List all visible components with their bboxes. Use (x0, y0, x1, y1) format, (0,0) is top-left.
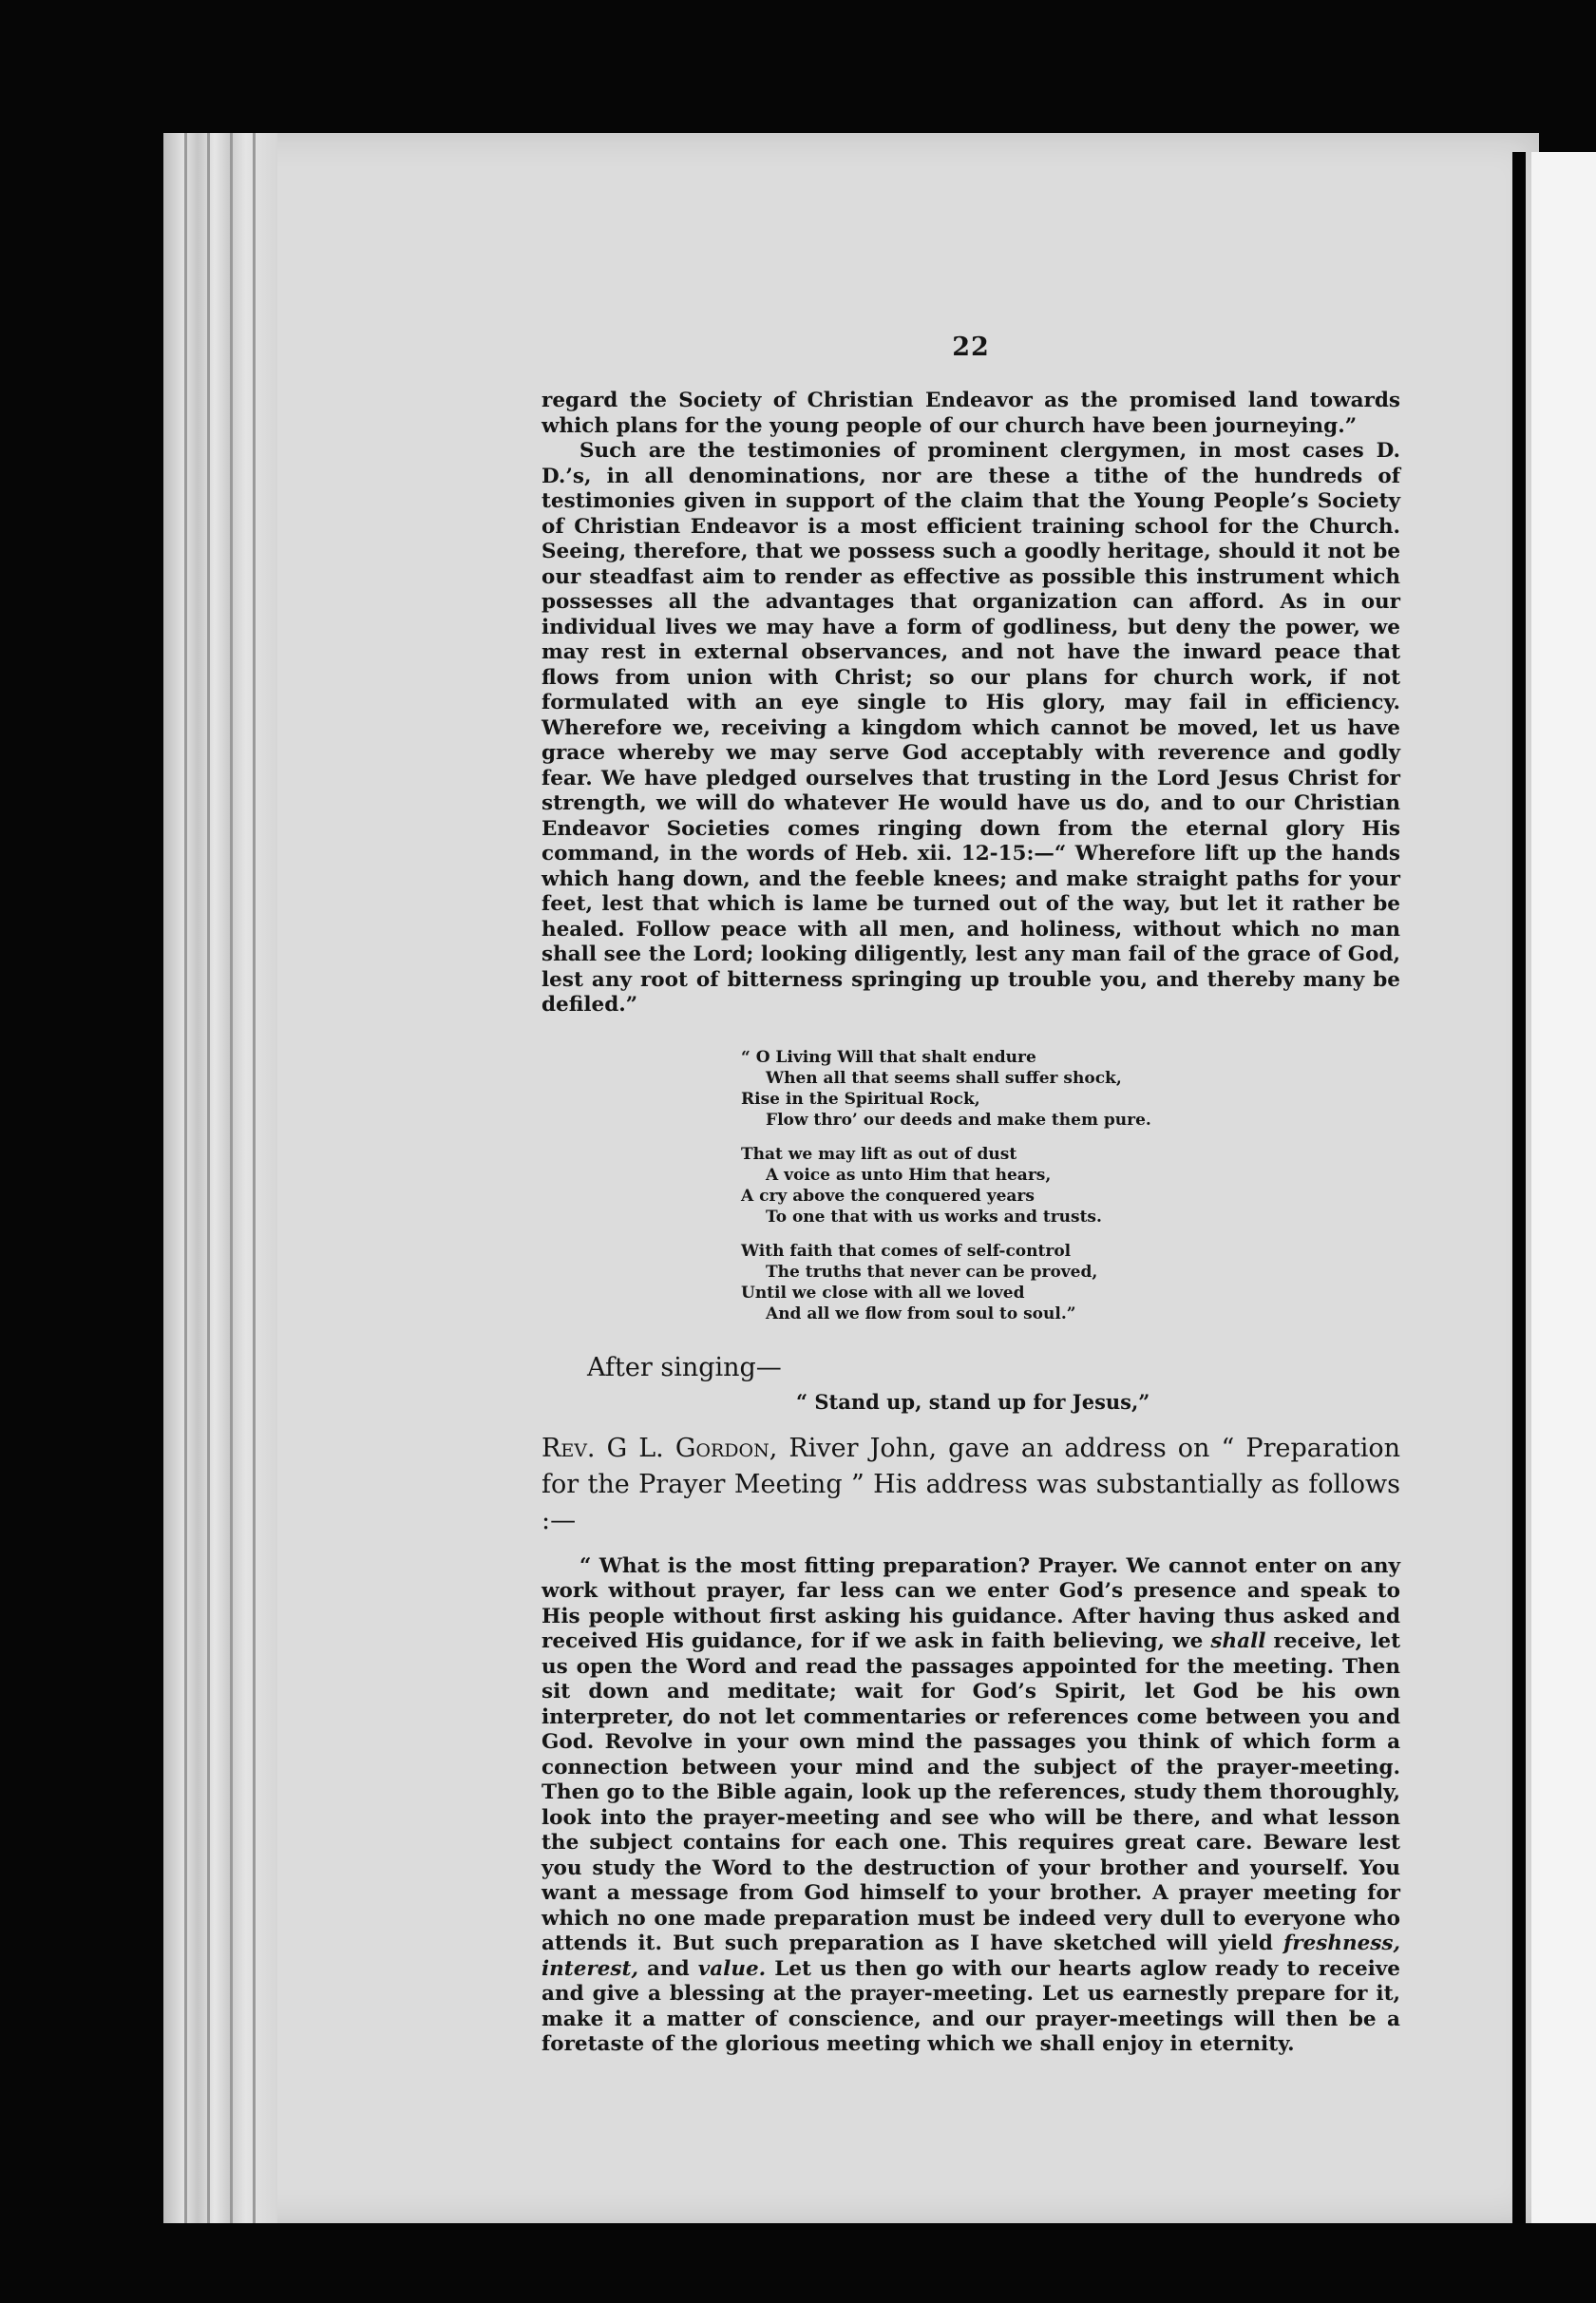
page-edge-stack (163, 133, 277, 2223)
page-text (542, 333, 1400, 2058)
poem-line: And all we flow from soul to soul.” (766, 1304, 1076, 1323)
address-intro-text: River John, gave an address on “ Preparation for the Prayer Meeting ” His address was substantially as follows :— (542, 1433, 1400, 1535)
poem-line: To one that with us works and trusts. (766, 1207, 1102, 1227)
hymn-title: “ Stand up, stand up for Jesus,” (796, 1389, 1150, 1414)
poem-line: When all that seems shall suffer shock, (766, 1068, 1122, 1088)
page-edge-line (253, 133, 256, 2223)
speech-emphasis: shall (1210, 1629, 1266, 1653)
address-text (542, 1554, 1400, 2058)
page-edge-line (207, 133, 210, 2223)
page-edge-line (230, 133, 233, 2223)
address-introduction (542, 1431, 1400, 1539)
poem-stanza (741, 1047, 1400, 1131)
facing-page-margin (1531, 152, 1596, 2223)
facing-page-edge (1512, 152, 1526, 2223)
page-number: 22 (952, 333, 990, 362)
poem-stanza (741, 1241, 1400, 1324)
poem-line: With faith that comes of self-control (741, 1241, 1072, 1261)
poem-line: Until we close with all we loved (741, 1283, 1025, 1303)
poem-line: A voice as unto Him that hears, (766, 1165, 1052, 1185)
speech-emphasis: value. (697, 1956, 767, 1981)
poem (741, 1047, 1400, 1324)
speech-emphasis: freshness, (1283, 1932, 1400, 1955)
poem-stanza (741, 1144, 1400, 1228)
poem-line: The truths that never can be proved, (766, 1262, 1098, 1282)
speech-text: “ What is the most fitting preparation? Prayer. We cannot enter on any work without prayer, far less can we enter God’s presence and speak to His people without first asking his guidance. After having thus asked and received His guidance, for if we ask in faith believing, we (542, 1553, 1400, 1653)
speech-text: receive, let us open the Word and read the passages appointed for the meeting. Then sit down and meditate; wait for God’s Spirit, let God be his own interpreter, do not let commentaries or references come between you and God. Revolve in your own mind the passages you think of which form a connection between your mind and the subject of the prayer-meeting. Then go to the Bible again, look up the references, study them thoroughly, look into the prayer-meeting and see who will be there, and what lesson the subject contains for each one. This requires great care. Beware lest you study the Word to the destruction of your brother and yourself. You want a message from God himself to your brother. A prayer meeting for which no one made preparation must be indeed very dull to everyone who attends it. But such preparation as I have sketched will yield (542, 1629, 1400, 1955)
after-singing-heading: After singing— (587, 1352, 782, 1382)
speech-emphasis: interest, (542, 1956, 638, 1981)
poem-line: Flow thro’ our deeds and make them pure. (766, 1110, 1151, 1130)
speech-text: and (637, 1956, 698, 1981)
poem-line: A cry above the conquered years (741, 1186, 1035, 1206)
speaker-name: Rev. G L. Gordon, (542, 1433, 778, 1463)
paragraph: regard the Society of Christian Endeavor as the promised land towards which plans for the young people of our church have been journeying.” (542, 389, 1400, 438)
speech-text: Let us then go with our hearts aglow ready to receive and give a blessing at the prayer-meeting. Let us earnestly prepare for it, make it a matter of conscience, and our prayer-meetings will then be a foretaste of the glorious meeting which we shall enjoy in eternity. (542, 1956, 1400, 2056)
poem-line: That we may lift as out of dust (741, 1144, 1017, 1164)
poem-line: “ O Living Will that shalt endure (741, 1047, 1036, 1067)
page-edge-line (184, 133, 187, 2223)
paragraph: Such are the testimonies of prominent clergymen, in most cases D. D.’s, in all denominations, nor are these a tithe of the hundreds of testimonies given in support of the claim that the Young People’s Society of Christian Endeavor is a most efficient training school for the Church. Seeing, therefore, that we possess such a goodly heritage, should it not be our steadfast aim to render as effective as possible this instrument which possesses all the advantages that organization can afford. As in our individual lives we may have a form of godliness, but deny the power, we may rest in external observances, and not have the inward peace that flows from union with Christ; so our plans for church work, if not formulated with an eye single to His glory, may fail in efficiency. Wherefore we, receiving a kingdom which cannot be moved, let us have grace whereby we may serve God acceptably with reverence and godly fear. We have pledged ourselves that trusting in the Lord Jesus Christ for strength, we will do whatever He would have us do, and to our Christian Endeavor Societies comes ringing down from the eternal glory His command, in the words of Heb. xii. 12-15:—“ Wherefore lift up the hands which hang down, and the feeble knees; and make straight paths for your feet, lest that which is lame be turned out of the way, but let it rather be healed. Follow peace with all men, and holiness, without which no man shall see the Lord; looking diligently, lest any man fail of the grace of God, lest any root of bitterness springing up trouble you, and thereby many be defiled.” (542, 439, 1400, 1017)
poem-line: Rise in the Spiritual Rock, (741, 1089, 980, 1109)
